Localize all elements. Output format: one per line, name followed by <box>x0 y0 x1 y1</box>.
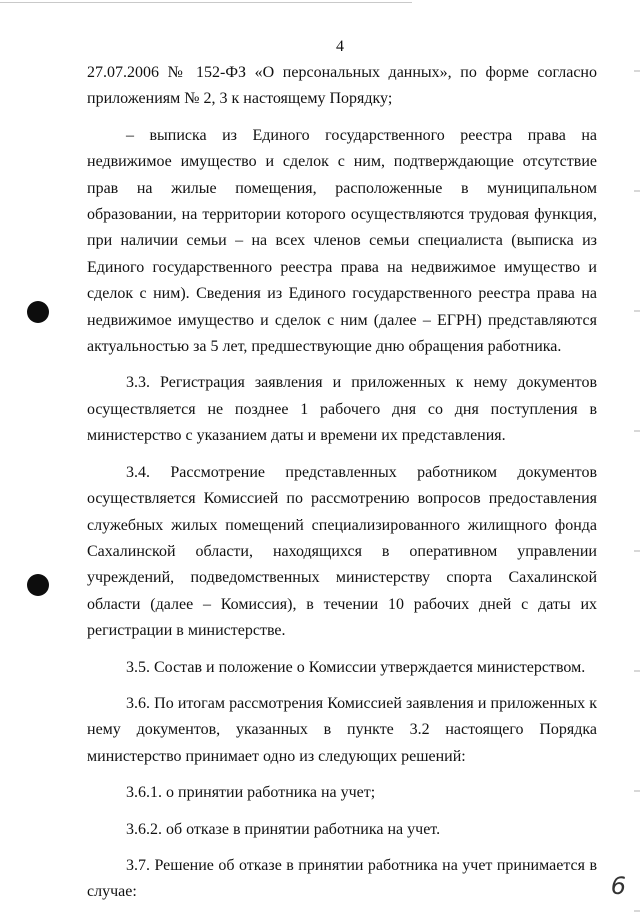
scan-edge-marks <box>634 0 640 918</box>
paragraph-egrn-extract: – выписка из Единого государственного реестра права на недвижимое имущество и сделок с ним, подтверждающие отсутствие прав на жилые помещения, расположенные в муниципальном образовании, на территории которого осуществляются трудовая функция, при наличии семьи – на всех членов семьи специалиста (выписка из Единого государственного реестра права на недвижимое имущество и сделок с ним). Сведения из Единого государственного реестра права на недвижимое имущество и сделок с ним (далее – ЕГРН) представляются актуальностью за 5 лет, предшествующие дню обращения работника. <box>87 126 597 356</box>
paragraph-3-6-2: 3.6.2. об отказе в принятии работника на учет. <box>126 820 441 838</box>
paragraph-3-3: 3.3. Регистрация заявления и приложенных к нему документов осуществляется не позднее 1 рабочего дня со дня поступления в министерство с указанием даты и времени их представления. <box>87 374 597 445</box>
punch-hole-lower <box>27 574 49 596</box>
paragraph-3-4: 3.4. Рассмотрение представленных работником документов осуществляется Комиссией по рассмотрению вопросов предоставления служебных жилых помещений специализированного жилищного фонда Сахалинской области, находящихся в оперативном управлении учреждений, подведомственных министерству спорта Сахалинской области (далее – Комиссия), в течении 10 рабочих дней с даты их регистрации в министерстве. <box>87 463 597 640</box>
handwritten-sheet-number: 6 <box>610 872 626 900</box>
punch-hole-upper <box>27 301 49 323</box>
page-number: 4 <box>336 38 344 55</box>
paragraph-continuation: 27.07.2006 № 152-ФЗ «О персональных данных», по форме согласно приложениям № 2, 3 к настоящему Порядку; <box>87 64 597 108</box>
paragraph-3-6: 3.6. По итогам рассмотрения Комиссией заявления и приложенных к нему документов, указанных в пункте 3.2 настоящего Порядка министерство принимает одно из следующих решений: <box>87 694 597 765</box>
paragraph-3-7: 3.7. Решение об отказе в принятии работника на учет принимается в случае: <box>87 856 597 901</box>
paragraph-3-5: 3.5. Состав и положение о Комиссии утверждается министерством. <box>126 658 586 676</box>
top-scan-rule <box>0 2 412 3</box>
document-body <box>87 60 597 916</box>
paragraph-3-6-1: 3.6.1. о принятии работника на учет; <box>126 784 376 802</box>
